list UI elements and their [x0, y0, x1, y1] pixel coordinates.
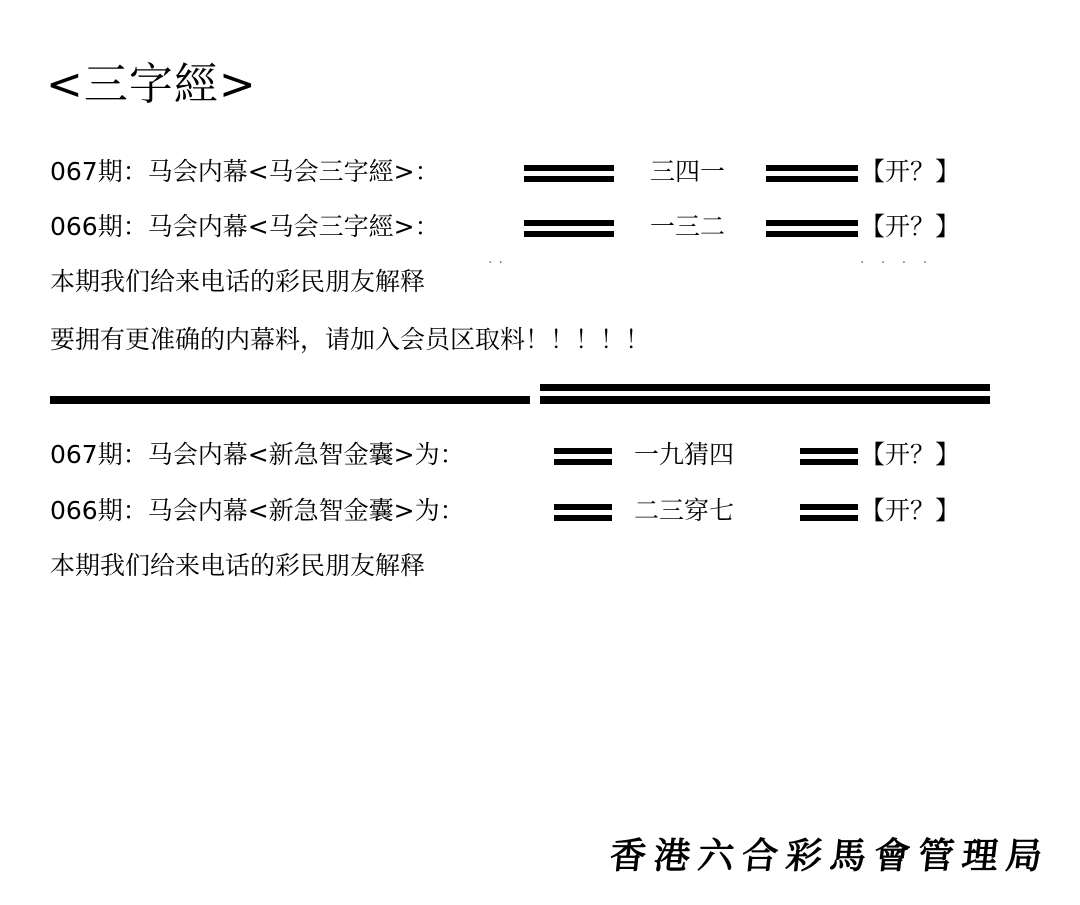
- entry-row: [50, 207, 990, 247]
- page-title: <三字經>: [46, 59, 257, 110]
- entry-result: 【开？】: [860, 212, 961, 241]
- note-text: 本期我们给来电话的彩民朋友解释: [50, 267, 426, 296]
- divider-bar: [540, 384, 990, 391]
- entry-result: 【开？】: [860, 496, 961, 525]
- entry-answer: 三四一: [650, 157, 726, 186]
- redaction-bar: [766, 165, 858, 171]
- entry-label: 067期：马会内幕<新急智金囊>为：: [50, 440, 465, 469]
- redaction-bar: [800, 504, 858, 510]
- section-divider: [50, 378, 990, 408]
- entry-row: [50, 152, 990, 192]
- scan-speckle: · · · ·: [860, 255, 934, 271]
- redaction-bar: [554, 448, 612, 454]
- entry-label: 066期：马会内幕<新急智金囊>为：: [50, 496, 465, 525]
- entry-row: [50, 435, 990, 475]
- footer-signature: 香港六合彩馬會管理局: [607, 835, 1053, 877]
- redaction-bar: [800, 515, 858, 521]
- entry-result: 【开？】: [860, 157, 961, 186]
- redaction-bar: [554, 515, 612, 521]
- redaction-bar: [524, 165, 614, 171]
- entry-answer: 二三穿七: [634, 496, 735, 525]
- redaction-bar: [524, 231, 614, 237]
- redaction-bar: [766, 176, 858, 182]
- redaction-bar: [800, 459, 858, 465]
- redaction-bar: [766, 220, 858, 226]
- entry-label: 066期：马会内幕<马会三字經>：: [50, 212, 440, 241]
- note-text: 本期我们给来电话的彩民朋友解释: [50, 551, 426, 580]
- redaction-bar: [554, 459, 612, 465]
- redaction-bar: [554, 504, 612, 510]
- divider-bar: [50, 396, 530, 404]
- redaction-bar: [766, 231, 858, 237]
- redaction-bar: [800, 448, 858, 454]
- entry-row: [50, 491, 990, 531]
- entry-answer: 一三二: [650, 212, 726, 241]
- redaction-bar: [524, 176, 614, 182]
- entry-answer: 一九猜四: [634, 440, 735, 469]
- promo-text: 要拥有更准确的内幕料，请加入会员区取料！！！！！: [50, 325, 651, 354]
- redaction-bar: [524, 220, 614, 226]
- scan-speckle: ··: [488, 255, 509, 271]
- entry-label: 067期：马会内幕<马会三字經>：: [50, 157, 440, 186]
- divider-bar: [540, 396, 990, 404]
- entry-result: 【开？】: [860, 440, 961, 469]
